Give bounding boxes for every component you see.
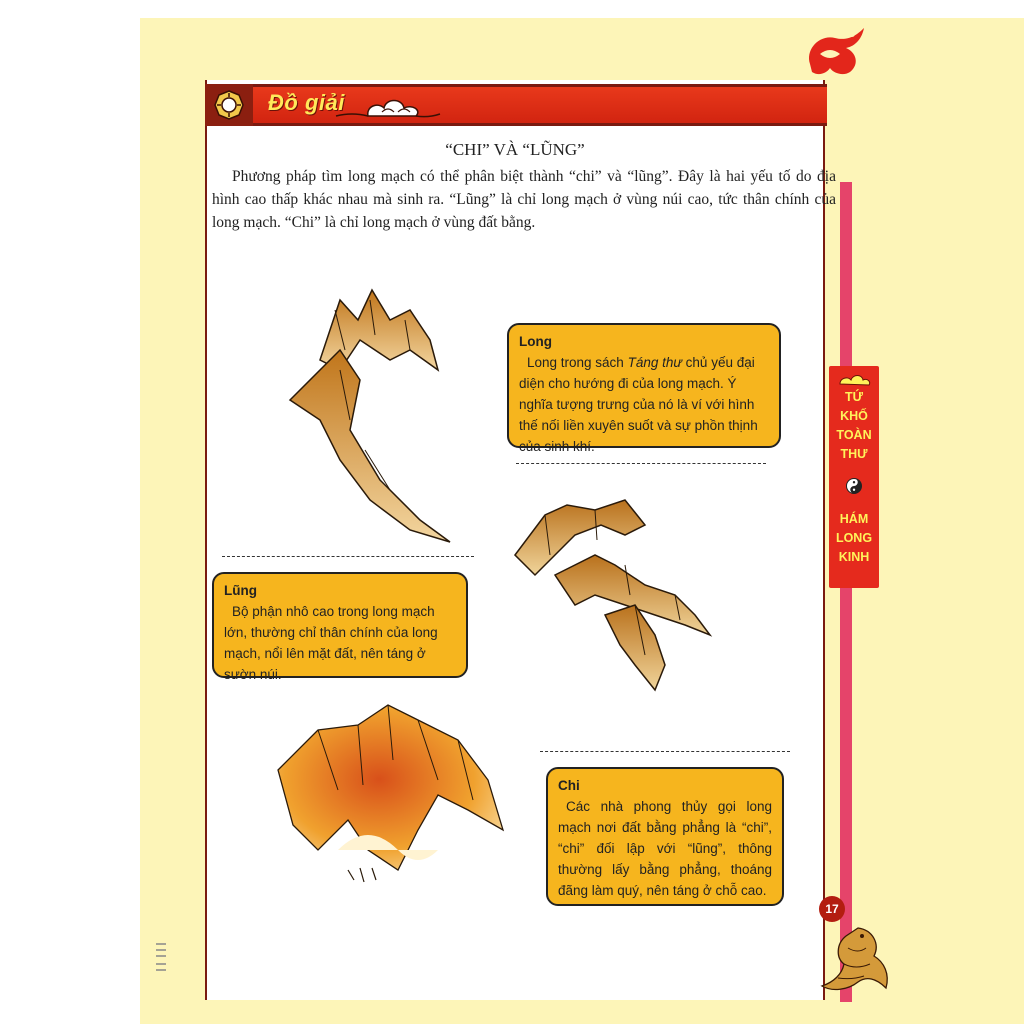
info-box-long [507, 323, 781, 454]
side-line-2: KHỐ [840, 409, 868, 423]
section-title: Đồ giải [268, 90, 345, 115]
box-body-long-part2: chủ yếu đại diện cho hướng đi của long mạch. Ý nghĩa tượng trưng của nó là ví với hình thế nối liền xuyên suốt và sự phồn thịnh của sinh khí. [519, 355, 758, 454]
box-body-long-book: Táng thư [627, 355, 682, 370]
page-title: “CHI” VÀ “LŨNG” [445, 140, 585, 159]
dragon-icon [800, 24, 870, 82]
side-line-6: LONG [835, 531, 873, 545]
box-label-lung: Lũng [224, 583, 257, 598]
mountain-chi-illustration [505, 495, 715, 705]
divider-3 [540, 751, 790, 752]
info-box-chi [546, 767, 784, 906]
bagua-icon [214, 90, 244, 120]
box-body-lung: Bộ phận nhô cao trong long mạch lớn, thường chỉ thân chính của long mạch, nổi lên mặt đất, nên táng ở sườn núi. [224, 604, 438, 682]
intro-paragraph: Phương pháp tìm long mạch có thể phân biệt thành “chi” và “lũng”. Đây là hai yếu tố do địa hình cao thấp khác nhau mà sinh ra. “Lũng” là chỉ long mạch ở vùng núi cao, tức thân chính của long mạch. “Chi” là chỉ long mạch ở vùng đất bằng. [212, 168, 836, 231]
box-label-chi: Chi [558, 778, 580, 793]
divider-1 [516, 463, 766, 464]
side-line-3: TOÀN [836, 428, 872, 442]
divider-2 [222, 556, 474, 557]
box-label-long: Long [519, 334, 552, 349]
side-line-4: THƯ [840, 447, 868, 461]
mountain-long-illustration [280, 280, 480, 550]
info-box-lung [212, 572, 468, 682]
side-line-7: KINH [838, 550, 870, 564]
box-body-chi: Các nhà phong thủy gọi long mạch nơi đất bằng phẳng là “chi”, “chi” đối lập với “lũng”, thông thường lấy bằng phẳng, thoáng đãng làm quý, nên táng ở chỗ cao. [558, 799, 772, 898]
side-stripe [840, 182, 852, 1002]
phoenix-icon [818, 918, 896, 1000]
header-emblem [205, 84, 253, 126]
cloud-ornament-icon [838, 372, 872, 388]
box-body-long [519, 352, 769, 457]
box-body-long-part1: Long trong sách [527, 355, 628, 370]
cloud-ornament-icon [332, 86, 442, 124]
margin-mark [152, 940, 170, 978]
yin-yang-icon [846, 478, 862, 494]
side-line-5: HÁM [839, 512, 869, 526]
side-line-1: TỨ [844, 390, 863, 404]
mountain-lung-illustration [268, 700, 508, 890]
frame-bottom [205, 1000, 825, 1024]
page-number: 17 [819, 896, 845, 922]
